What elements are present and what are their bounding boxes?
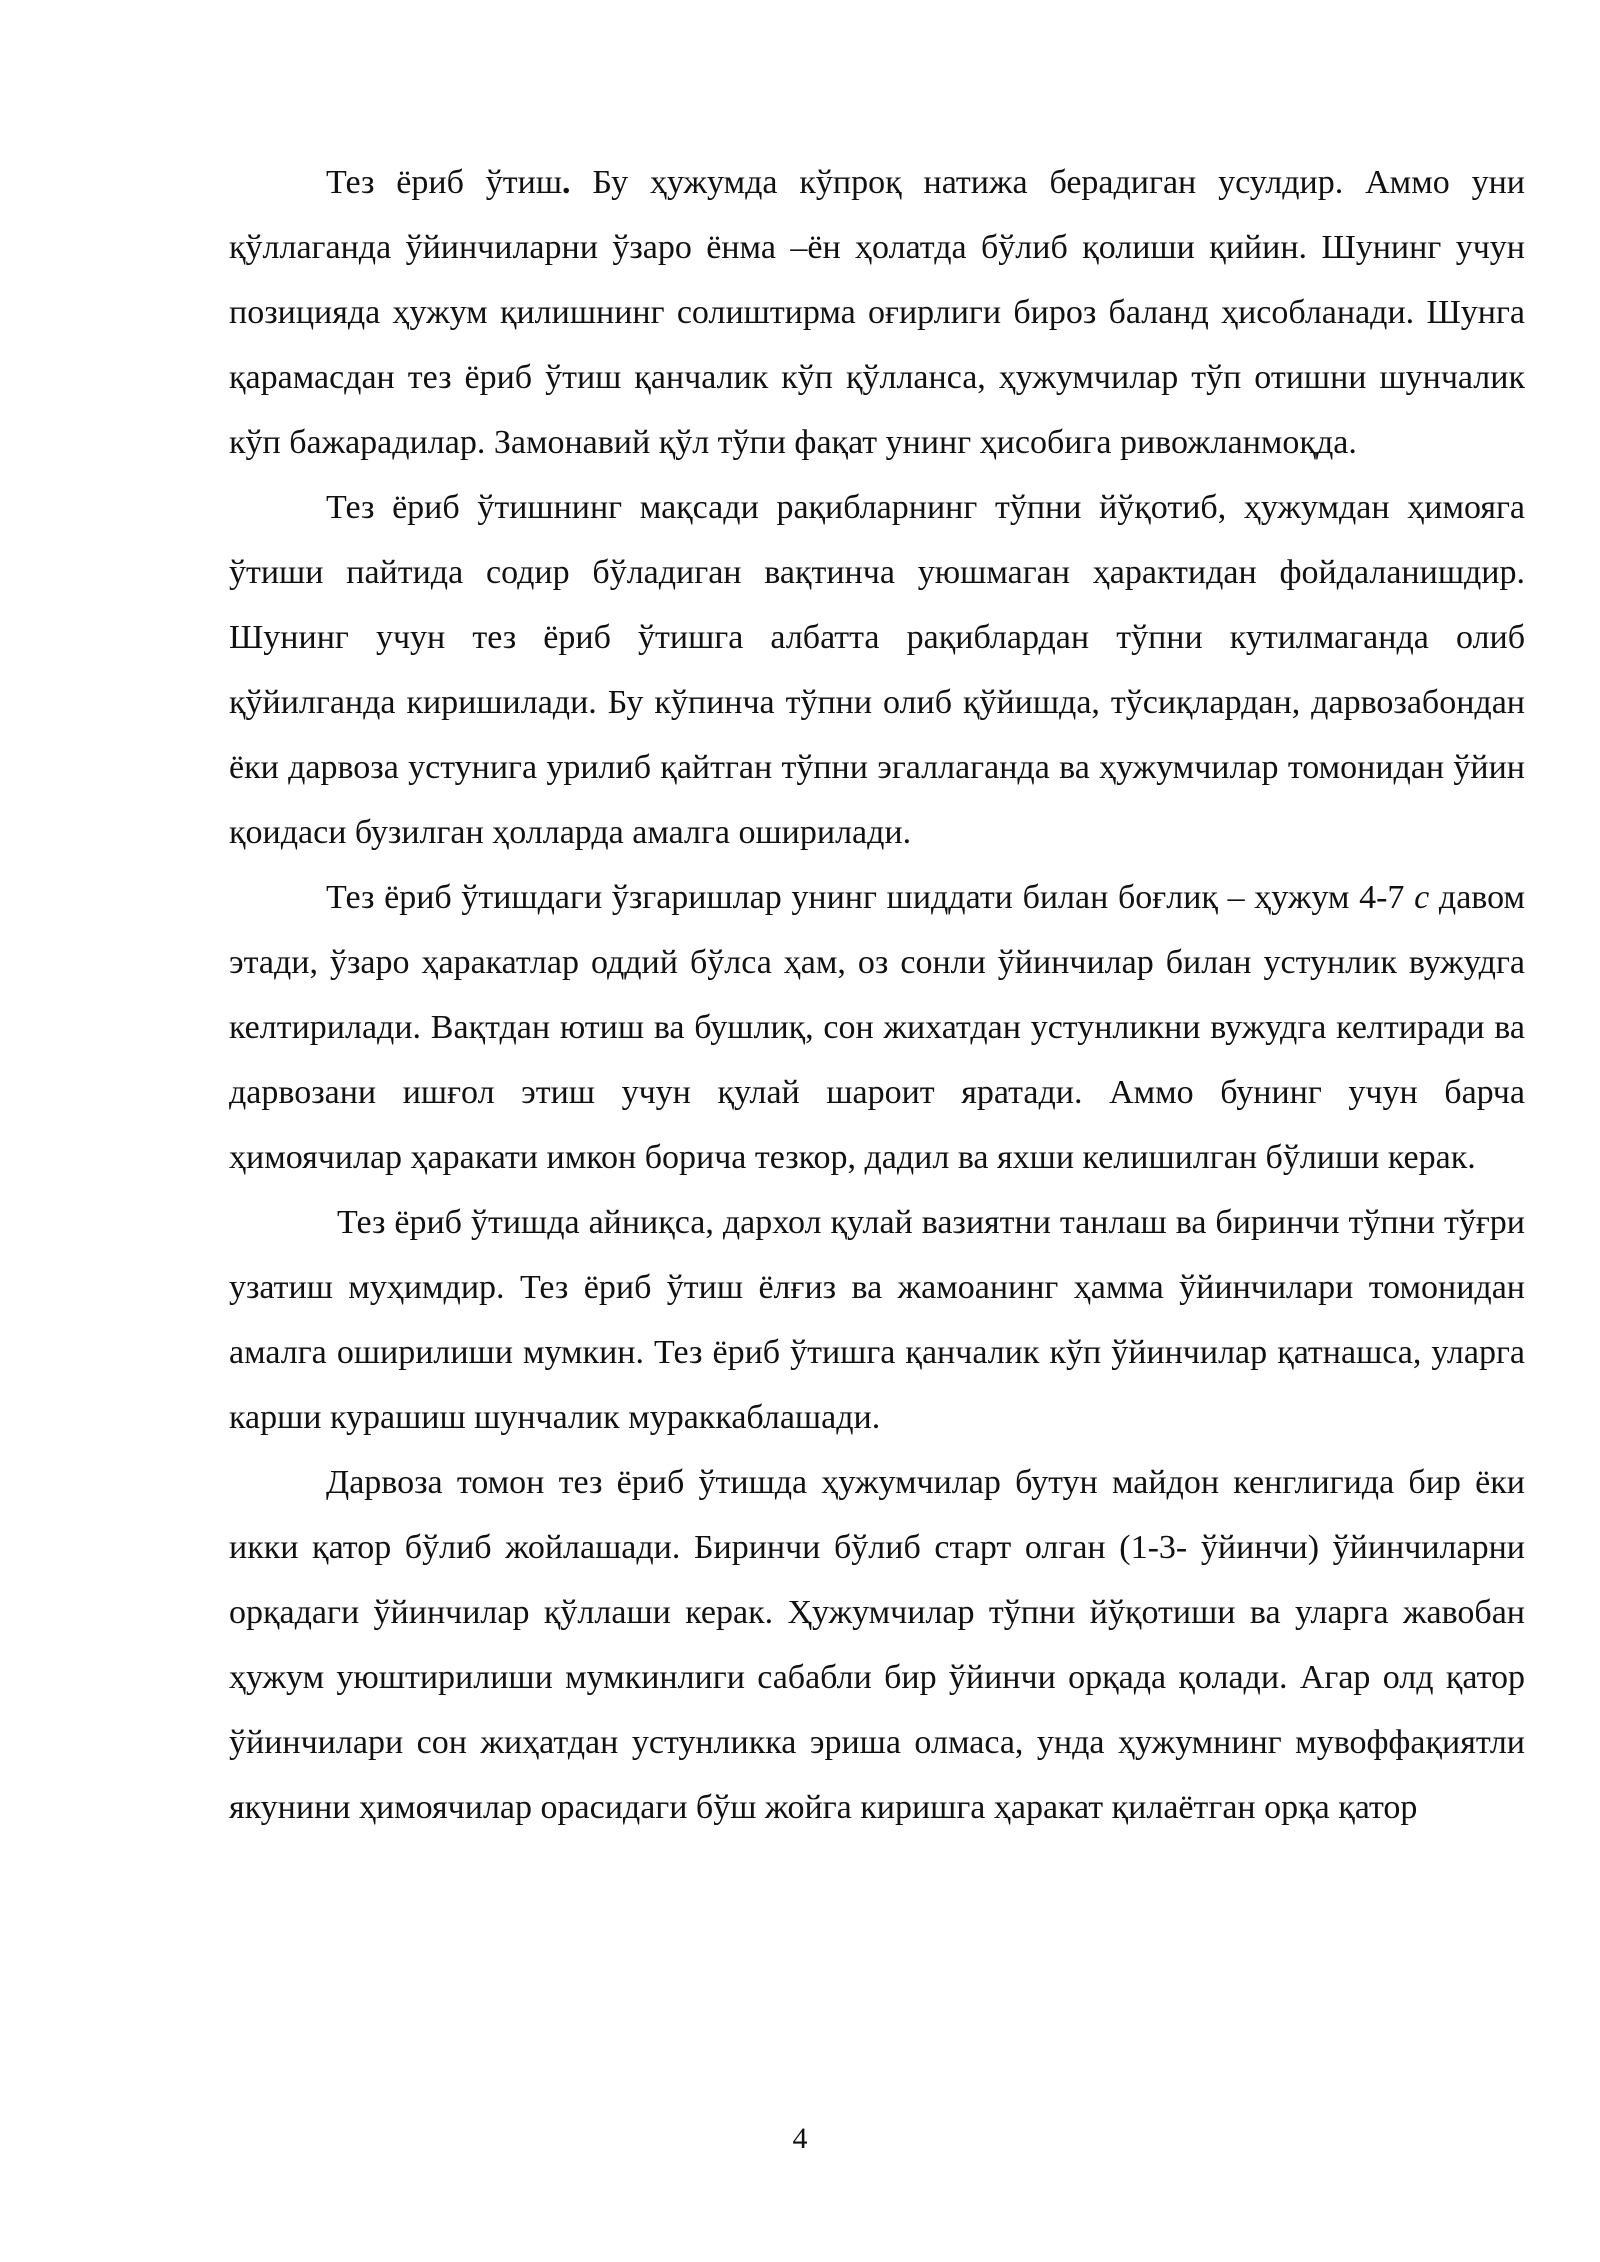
body-text bbox=[229, 150, 1525, 1840]
paragraph-3-text-before: Тез ёриб ўтишдаги ўзгаришлар унинг шиддати билан боғлиқ – ҳужум 4-7 bbox=[326, 879, 1415, 916]
paragraph-1-lead: Тез ёриб ўтиш bbox=[326, 164, 563, 201]
paragraph-2-text: Тез ёриб ўтишнинг мақсади рақибларнинг тўпни йўқотиб, ҳужумдан ҳимояга ўтиши пайтида содир бўладиган вақтинча уюшмаган ҳарактидан фойдаланишдир. Шунинг учун тез ёриб ўтишга албатта рақиблардан тўпни кутилмаганда олиб қўйилганда киришилади. Бу кўпинча тўпни олиб қўйишда, тўсиқлардан, дарвозабондан ёки дарвоза устунига урилиб қайтган тўпни эгаллаганда ва ҳужумчилар томонидан ўйин қоидаси бузилган ҳолларда амалга оширилади. bbox=[229, 489, 1525, 851]
page-number: 4 bbox=[792, 2122, 808, 2155]
paragraph-1-lead-mark: . bbox=[562, 164, 571, 201]
paragraph-3-unit: с bbox=[1414, 879, 1430, 916]
paragraph-1 bbox=[229, 150, 1525, 475]
paragraph-3-text-after: давом этади, ўзаро ҳаракатлар оддий бўлса ҳам, оз сонли ўйинчилар билан устунлик вужудга келтирилади. Вақтдан ютиш ва бушлиқ, сон жихатдан устунликни вужудга келтиради ва дарвозани ишғол этиш учун қулай шароит яратади. Аммо бунинг учун барча ҳимоячилар ҳаракати имкон борича тезкор, дадил ва яхши келишилган бўлиши керак. bbox=[229, 879, 1525, 1176]
paragraph-3 bbox=[229, 865, 1525, 1190]
paragraph-2 bbox=[229, 475, 1525, 865]
paragraph-5 bbox=[229, 1450, 1525, 1840]
paragraph-4-text: Тез ёриб ўтишда айниқса, дархол қулай вазиятни танлаш ва биринчи тўпни тўғри узатиш муҳимдир. Тез ёриб ўтиш ёлғиз ва жамоанинг ҳамма ўйинчилари томонидан амалга оширилиши мумкин. Тез ёриб ўтишга қанчалик кўп ўйинчилар қатнашса, уларга карши курашиш шунчалик мураккаблашади. bbox=[229, 1204, 1525, 1436]
paragraph-4 bbox=[229, 1190, 1525, 1450]
paragraph-1-text: Бу ҳужумда кўпроқ натижа берадиган усулдир. Аммо уни қўллаганда ўйинчиларни ўзаро ёнма –ён ҳолатда бўлиб қолиши қийин. Шунинг учун позицияда ҳужум қилишнинг солиштирма оғирлиги бироз баланд ҳисобланади. Шунга қарамасдан тез ёриб ўтиш қанчалик кўп қўлланса, ҳужумчилар тўп отишни шунчалик кўп бажарадилар. Замонавий қўл тўпи фақат унинг ҳисобига ривожланмоқда. bbox=[229, 164, 1526, 461]
paragraph-5-text: Дарвоза томон тез ёриб ўтишда ҳужумчилар бутун майдон кенглигида бир ёки икки қатор бўлиб жойлашади. Биринчи бўлиб старт олган (1-3- ўйинчи) ўйинчиларни орқадаги ўйинчилар қўллаши керак. Ҳужумчилар тўпни йўқотиши ва уларга жавобан ҳужум уюштирилиши мумкинлиги сабабли бир ўйинчи орқада қолади. Агар олд қатор ўйинчилари сон жиҳатдан устунликка эриша олмаса, унда ҳужумнинг мувоффақиятли якунини ҳимоячилар орасидаги бўш жойга киришга ҳаракат қилаётган орқа қатор bbox=[229, 1464, 1525, 1826]
